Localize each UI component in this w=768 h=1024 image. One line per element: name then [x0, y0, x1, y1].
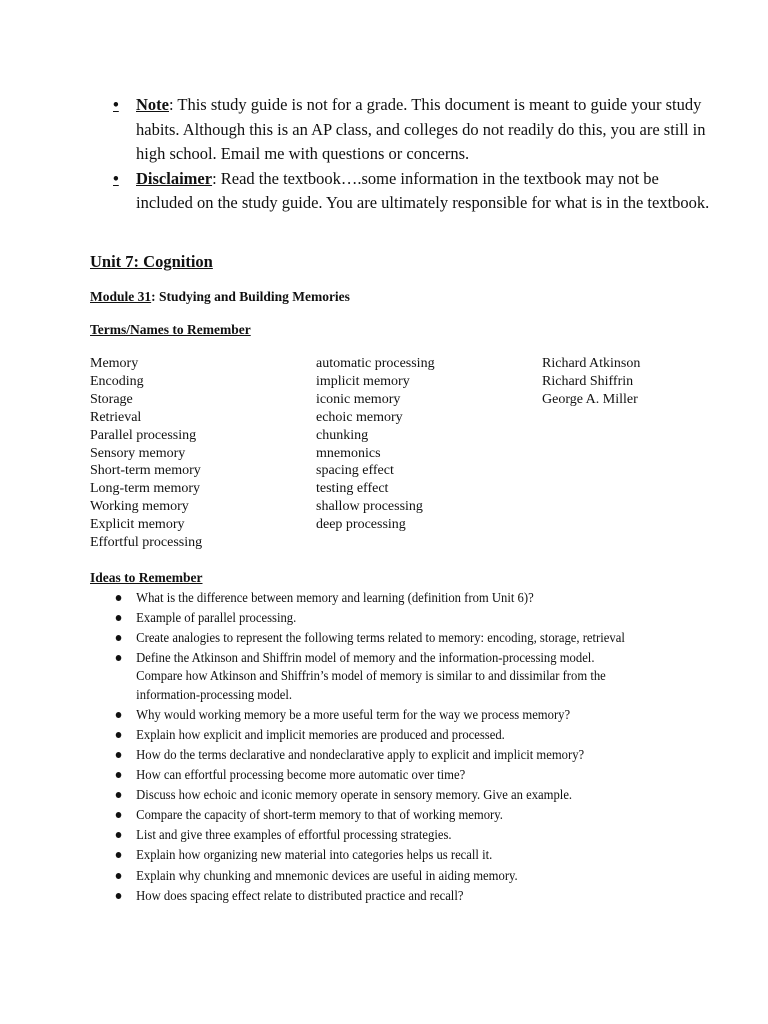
bullet-dot: [116, 595, 122, 601]
idea-text: Explain how organizing new material into categories helps us recall it.: [136, 847, 493, 863]
disclaimer-item: [112, 167, 712, 216]
idea-text: Explain how explicit and implicit memories are produced and processed.: [136, 726, 505, 742]
bullet-dot: [116, 635, 122, 641]
term-item: spacing effect: [316, 463, 394, 479]
module-name: : Studying and Building Memories: [151, 289, 350, 304]
term-item: mnemonics: [316, 445, 381, 461]
bullet-dot: [116, 732, 122, 738]
name-item: George A. Miller: [542, 391, 638, 407]
idea-text: Compare the capacity of short-term memory to that of working memory.: [136, 807, 503, 823]
term-item: Short-term memory: [90, 463, 201, 479]
idea-item: [112, 846, 633, 864]
idea-text: How do the terms declarative and nondeclarative apply to explicit and implicit memory?: [136, 746, 585, 762]
module-label: Module 31: [90, 289, 152, 304]
note-bullet: •: [113, 95, 119, 114]
idea-item: [112, 766, 633, 784]
term-item: Storage: [90, 391, 133, 407]
term-item: chunking: [316, 427, 369, 443]
idea-text: How does spacing effect relate to distributed practice and recall?: [136, 887, 464, 903]
idea-item: [112, 589, 633, 607]
bullet-dot: [116, 852, 122, 858]
term-item: implicit memory: [316, 373, 410, 389]
idea-item: [112, 887, 633, 905]
bullet-dot: [116, 873, 122, 879]
term-item: testing effect: [316, 481, 389, 497]
term-item: Explicit memory: [90, 517, 185, 533]
names-column: [542, 355, 640, 409]
idea-text: Discuss how echoic and iconic memory operate in sensory memory. Give an example.: [136, 787, 573, 803]
idea-text: Explain why chunking and mnemonic devices are useful in aiding memory.: [136, 867, 518, 883]
idea-item: [112, 629, 633, 647]
bullet-dot: [116, 615, 122, 621]
idea-item: [112, 706, 633, 724]
term-item: deep processing: [316, 517, 406, 533]
idea-text: How can effortful processing become more automatic over time?: [136, 767, 466, 783]
idea-text: Example of parallel processing.: [136, 610, 297, 626]
term-item: echoic memory: [316, 409, 403, 425]
bullet-dot: [116, 812, 122, 818]
term-item: Long-term memory: [90, 481, 201, 497]
terms-heading: Terms/Names to Remember: [90, 322, 251, 337]
idea-text: Why would working memory be a more useful term for the way we process memory?: [136, 706, 571, 722]
term-item: automatic processing: [316, 356, 435, 371]
ideas-list: [112, 589, 633, 907]
idea-text: Define the Atkinson and Shiffrin model of memory and the information-processing model. Compare how Atkinson and Shiffrin’s model of memory is similar to and dissimilar from the information-processing model.: [136, 650, 606, 702]
idea-text: What is the difference between memory and learning (definition from Unit 6)?: [136, 590, 534, 605]
ideas-heading: Ideas to Remember: [90, 570, 203, 585]
terms-column-2: [316, 355, 435, 534]
term-item: Sensory memory: [90, 445, 186, 461]
term-item: Parallel processing: [90, 427, 197, 443]
bullet-dot: [116, 655, 122, 661]
idea-item: [112, 786, 633, 804]
idea-item: [112, 806, 633, 824]
term-item: Effortful processing: [90, 535, 203, 551]
idea-text: List and give three examples of effortful processing strategies.: [136, 827, 452, 843]
bullet-dot: [116, 712, 122, 718]
disclaimer-text: : Read the textbook….some information in the textbook may not be included on the study guide. You are ultimately responsible for what is in the textbook.: [136, 168, 710, 212]
bullet-dot: [116, 792, 122, 798]
idea-item: [112, 826, 633, 844]
idea-text: Create analogies to represent the following terms related to memory: encoding, storage, retrieval: [136, 630, 625, 646]
term-item: shallow processing: [316, 499, 423, 515]
term-item: iconic memory: [316, 391, 401, 407]
unit-title: Unit 7: Cognition: [90, 252, 213, 271]
idea-item: [112, 726, 633, 744]
term-item: Retrieval: [90, 409, 142, 425]
name-item: Richard Shiffrin: [542, 373, 634, 389]
notes-list: [112, 93, 712, 216]
bullet-dot: [116, 832, 122, 838]
term-item: Memory: [90, 356, 139, 371]
disclaimer-lead: Disclaimer: [136, 168, 213, 188]
bullet-dot: [116, 752, 122, 758]
module-title: [90, 289, 350, 305]
bullet-dot: [116, 893, 122, 899]
note-item: [112, 93, 712, 167]
note-text: : This study guide is not for a grade. This document is meant to guide your study habits. Although this is an AP class, and colleges do not readily do this, you are still in high school. Email me with questions or concerns.: [136, 95, 706, 163]
bullet-dot: [116, 772, 122, 778]
term-item: Encoding: [90, 373, 144, 389]
idea-item: [112, 649, 633, 704]
terms-column-1: [90, 355, 202, 552]
note-lead: Note: [136, 95, 169, 114]
idea-item: [112, 746, 633, 764]
idea-item: [112, 609, 633, 627]
disclaimer-bullet: •: [113, 168, 119, 188]
idea-item: [112, 867, 633, 885]
term-item: Working memory: [90, 499, 189, 515]
name-item: Richard Atkinson: [542, 356, 641, 371]
